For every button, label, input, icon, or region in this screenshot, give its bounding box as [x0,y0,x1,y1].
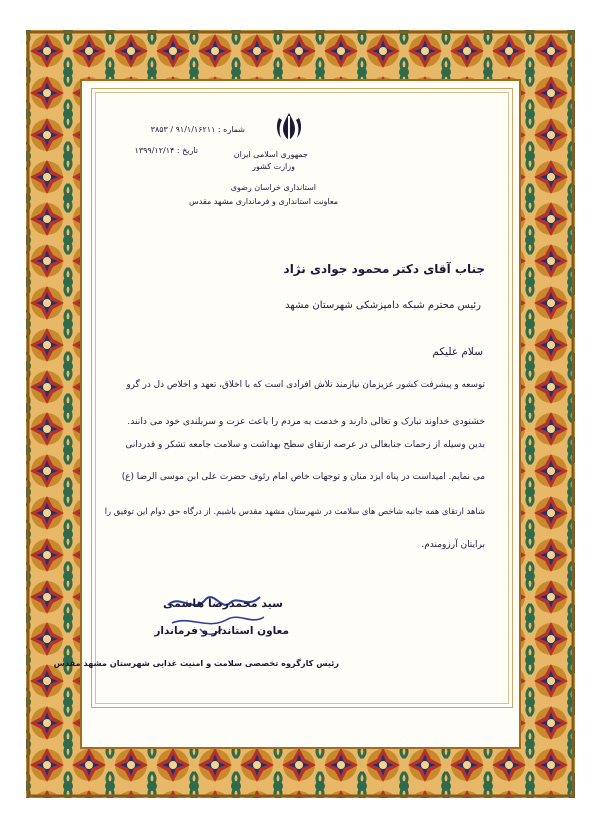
body-line: بدین وسیله از زحمات جنابعالی در عرصه ارتقای سطح بهداشت و سلامت جامعه تشکر و قدردانی [125,440,485,450]
body-line: می نمایم. امیداست در پناه ایزد منان و توجهات خاص امام رئوف حضرت علی ابن موسی الرضا (ع) [121,472,485,482]
signatory-position: معاون استاندار و فرماندار [154,625,289,637]
ministry-line-4: معاونت استانداری و فرمانداری مشهد مقدس [189,197,338,206]
letter-date: تاریخ : ۱۳۹۹/۱۲/۱۴ [134,146,198,155]
ministry-line-1: جمهوری اسلامی ایران [233,150,308,159]
body-line: شاهد ارتقای همه جانبه شاخص های سلامت در شهرستان مشهد مقدس باشیم. از درگاه حق دوام این توفیق را [104,506,485,516]
recipient-title: رئیس محترم شبکه دامپزشکی شهرستان مشهد [285,300,481,311]
signatory-name: سید محمدرضا هاشمی [163,597,283,610]
recipient-name: جناب آقای دکتر محمود جوادی نژاد [283,262,485,276]
body-line: خشنودی خداوند تبارک و تعالی دارند و خدمت به مردم را باعث عزت و سربلندی خود می دانند. [127,416,485,427]
body-line: توسعه و پیشرفت کشور عزیزمان نیازمند تلاش افرادی است که با اخلاق، تعهد و اخلاص دل در گرو [126,380,485,390]
body-line: برایتان آرزومندم. [421,540,485,550]
signatory-role: رئیس کارگروه تخصصی سلامت و امنیت غذایی شهرستان مشهد مقدس [53,658,339,668]
greeting: سلام علیکم [432,346,483,358]
iran-emblem-icon [272,110,306,144]
letter-number: شماره : ۹۱/۱/۱۶۲۱۱ / ۳۸۵۳ [150,125,245,134]
ministry-line-2: وزارت کشور [252,162,295,171]
certificate-paper [91,88,513,708]
ministry-line-3: استانداری خراسان رضوی [230,183,316,192]
